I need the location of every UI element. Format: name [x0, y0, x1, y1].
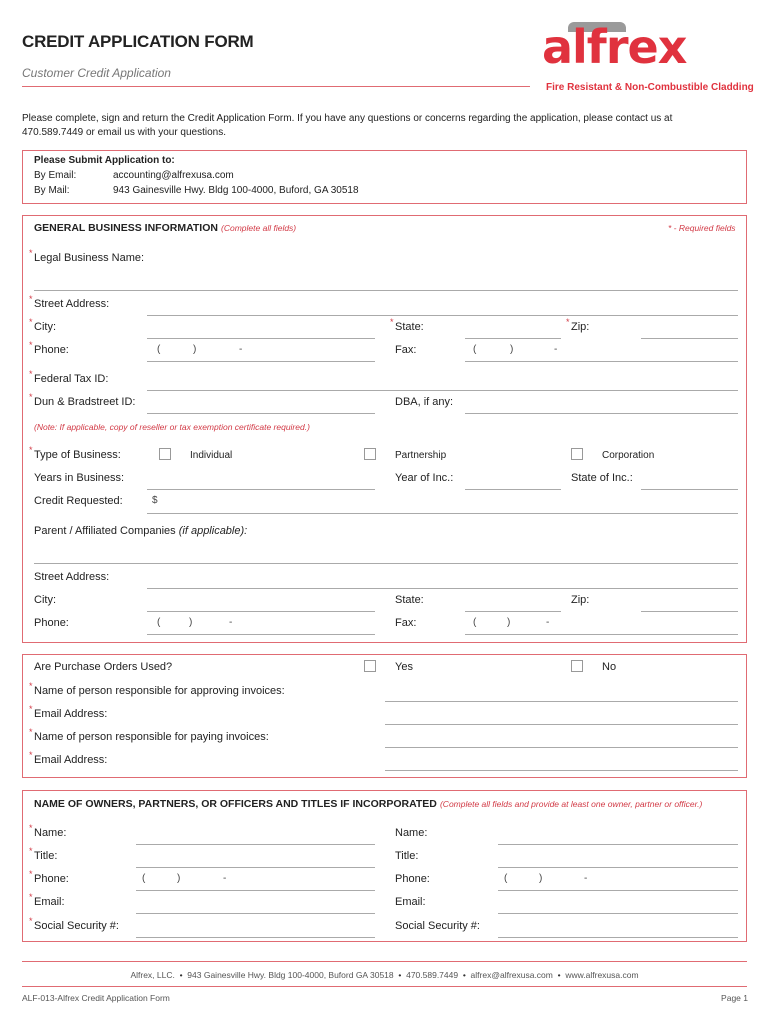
payer-label: * Name of person responsible for paying invoices: — [29, 727, 269, 743]
zip2-field[interactable] — [641, 611, 738, 612]
fax-label: Fax: — [395, 344, 417, 356]
email-value: accounting@alfrexusa.com — [113, 170, 234, 181]
city2-label: City: — [34, 594, 56, 606]
po-no-checkbox[interactable] — [571, 660, 583, 672]
approver-email-label: * Email Address: — [29, 704, 108, 720]
footer-bullet-2: • — [398, 970, 402, 980]
owner1-phone-dash: - — [223, 873, 227, 884]
owner2-phone-field[interactable] — [498, 890, 738, 891]
approver-email-field[interactable] — [385, 724, 738, 725]
phone-dash: - — [239, 344, 243, 355]
years-label: Years in Business: — [34, 472, 125, 484]
fax-open-paren: ( — [473, 344, 477, 355]
owner2-email-field[interactable] — [498, 913, 738, 914]
tax-id-field[interactable] — [147, 390, 738, 391]
credit-label: Credit Requested: — [34, 495, 123, 507]
phone2-dash: - — [229, 617, 233, 628]
footer-top-divider — [22, 961, 747, 962]
logo-text: alfrex — [542, 20, 687, 74]
phone-close-paren: ) — [193, 344, 197, 355]
approver-label: * Name of person responsible for approving invoices: — [29, 681, 285, 697]
approver-field[interactable] — [385, 701, 738, 702]
fax2-dash: - — [546, 617, 550, 628]
required-note: * - Required fields — [668, 223, 736, 233]
partnership-label: Partnership — [395, 450, 447, 461]
footer-bullet-1: • — [179, 970, 183, 980]
payer-email-label: * Email Address: — [29, 750, 108, 766]
duns-label: * Dun & Bradstreet ID: — [29, 392, 136, 408]
city-label: * City: — [29, 317, 56, 333]
legal-name-field[interactable] — [34, 290, 738, 291]
footer-web[interactable]: www.alfrexusa.com — [565, 970, 639, 980]
owner1-title-field[interactable] — [136, 867, 375, 868]
owner2-title-label: Title: — [395, 850, 419, 862]
payer-email-field[interactable] — [385, 770, 738, 771]
general-heading-text: GENERAL BUSINESS INFORMATION — [34, 222, 218, 234]
general-heading — [34, 222, 296, 234]
owner1-name-label: * Name: — [29, 823, 67, 839]
fax2-close-paren: ) — [507, 617, 511, 628]
zip-label: * Zip: — [566, 317, 590, 333]
fax-field[interactable] — [465, 361, 738, 362]
owner1-phone-open-paren: ( — [142, 873, 146, 884]
phone2-label: Phone: — [34, 617, 69, 629]
city2-field[interactable] — [147, 611, 375, 612]
corporation-checkbox[interactable] — [571, 448, 583, 460]
header-divider — [22, 86, 530, 87]
footer-bottom-divider — [22, 986, 747, 987]
dollar-sign: $ — [152, 495, 158, 506]
individual-label: Individual — [190, 450, 233, 461]
city-field[interactable] — [147, 338, 375, 339]
tagline: Fire Resistant & Non-Combustible Cladding — [546, 82, 754, 93]
street2-field[interactable] — [147, 588, 738, 589]
dba-field[interactable] — [465, 413, 738, 414]
owner1-email-label: * Email: — [29, 892, 65, 908]
legal-name-label: * Legal Business Name: — [29, 248, 145, 264]
fax-dash: - — [554, 344, 558, 355]
po-no-label: No — [602, 661, 617, 673]
phone2-field[interactable] — [147, 634, 375, 635]
tax-id-label: * Federal Tax ID: — [29, 369, 109, 385]
corporation-label: Corporation — [602, 450, 655, 461]
dba-label: DBA, if any: — [395, 396, 454, 408]
footer-phone: 470.589.7449 — [406, 970, 459, 980]
owner2-email-label: Email: — [395, 896, 426, 908]
owner2-name-field[interactable] — [498, 844, 738, 845]
footer-email[interactable]: alfrex@alfrexusa.com — [470, 970, 553, 980]
partnership-checkbox[interactable] — [364, 448, 376, 460]
mail-value: 943 Gainesville Hwy. Bldg 100-4000, Buford, GA 30518 — [113, 185, 359, 196]
state-field[interactable] — [465, 338, 561, 339]
owner1-phone-field[interactable] — [136, 890, 375, 891]
fax-close-paren: ) — [510, 344, 514, 355]
owner2-phone-label: Phone: — [395, 873, 430, 885]
year-inc-label: Year of Inc.: — [395, 472, 454, 484]
email-label: By Email: — [34, 170, 77, 181]
form-id: ALF-013-Alfrex Credit Application Form — [22, 993, 170, 1003]
owner2-ssn-field[interactable] — [498, 937, 738, 938]
footer-address: 943 Gainesville Hwy. Bldg 100-4000, Buford GA 30518 — [187, 970, 394, 980]
parent-field[interactable] — [34, 563, 738, 564]
owner1-title-label: * Title: — [29, 846, 58, 862]
footer-contact — [22, 970, 747, 980]
mail-label: By Mail: — [34, 185, 70, 196]
state-inc-field[interactable] — [641, 489, 738, 490]
phone-open-paren: ( — [157, 344, 161, 355]
owner1-phone-label: * Phone: — [29, 869, 69, 885]
page-subtitle: Customer Credit Application — [22, 66, 171, 80]
payer-field[interactable] — [385, 747, 738, 748]
po-yes-label: Yes — [395, 661, 413, 673]
individual-checkbox[interactable] — [159, 448, 171, 460]
business-type-label: * Type of Business: — [29, 445, 121, 461]
state-inc-label: State of Inc.: — [571, 472, 633, 484]
footer-company: Alfrex, LLC. — [130, 970, 175, 980]
phone-label: * Phone: — [29, 340, 69, 356]
years-field[interactable] — [147, 489, 375, 490]
street-field[interactable] — [147, 315, 738, 316]
phone2-open-paren: ( — [157, 617, 161, 628]
owner2-phone-dash: - — [584, 873, 588, 884]
owners-box — [22, 790, 747, 942]
street-label: * Street Address: — [29, 294, 110, 310]
owners-heading: NAME OF OWNERS, PARTNERS, OR OFFICERS AND TITLES IF INCORPORATED (Complete all fields and provide at least one owner, partner or officer.) — [34, 798, 703, 810]
owner2-ssn-label: Social Security #: — [395, 920, 480, 932]
po-yes-checkbox[interactable] — [364, 660, 376, 672]
owner2-title-field[interactable] — [498, 867, 738, 868]
alfrex-logo — [540, 18, 750, 74]
state2-label: State: — [395, 594, 424, 606]
owner1-name-field[interactable] — [136, 844, 375, 845]
fax2-field[interactable] — [465, 634, 738, 635]
tax-note: (Note: If applicable, copy of reseller or tax exemption certificate required.) — [34, 422, 310, 432]
fax2-open-paren: ( — [473, 617, 477, 628]
footer-bullet-4: • — [557, 970, 561, 980]
owner1-ssn-field[interactable] — [136, 937, 375, 938]
owner1-ssn-label: * Social Security #: — [29, 916, 119, 932]
page-number: Page 1 — [721, 993, 748, 1003]
owner1-phone-close-paren: ) — [177, 873, 181, 884]
credit-field[interactable] — [147, 513, 738, 514]
state-label: * State: — [390, 317, 424, 333]
state2-field[interactable] — [465, 611, 561, 612]
submit-heading: Please Submit Application to: — [34, 155, 175, 166]
zip-field[interactable] — [641, 338, 738, 339]
po-label: Are Purchase Orders Used? — [34, 661, 173, 673]
owner2-phone-close-paren: ) — [539, 873, 543, 884]
year-inc-field[interactable] — [465, 489, 561, 490]
footer-bullet-3: • — [462, 970, 466, 980]
zip2-label: Zip: — [571, 594, 590, 606]
owner1-email-field[interactable] — [136, 913, 375, 914]
owner2-name-label: Name: — [395, 827, 428, 839]
owner2-phone-open-paren: ( — [504, 873, 508, 884]
street2-label: Street Address: — [34, 571, 110, 583]
phone2-close-paren: ) — [189, 617, 193, 628]
page-title: CREDIT APPLICATION FORM — [22, 32, 254, 51]
duns-field[interactable] — [147, 413, 375, 414]
general-heading-note: (Complete all fields) — [221, 223, 297, 233]
fax2-label: Fax: — [395, 617, 417, 629]
parent-label: Parent / Affiliated Companies (if applicable): — [34, 525, 248, 537]
intro-text: Please complete, sign and return the Credit Application Form. If you have any questions or concerns regarding the application, please contact us at 470.589.7449 or email us with your questions. — [22, 113, 673, 138]
phone-field[interactable] — [147, 361, 375, 362]
